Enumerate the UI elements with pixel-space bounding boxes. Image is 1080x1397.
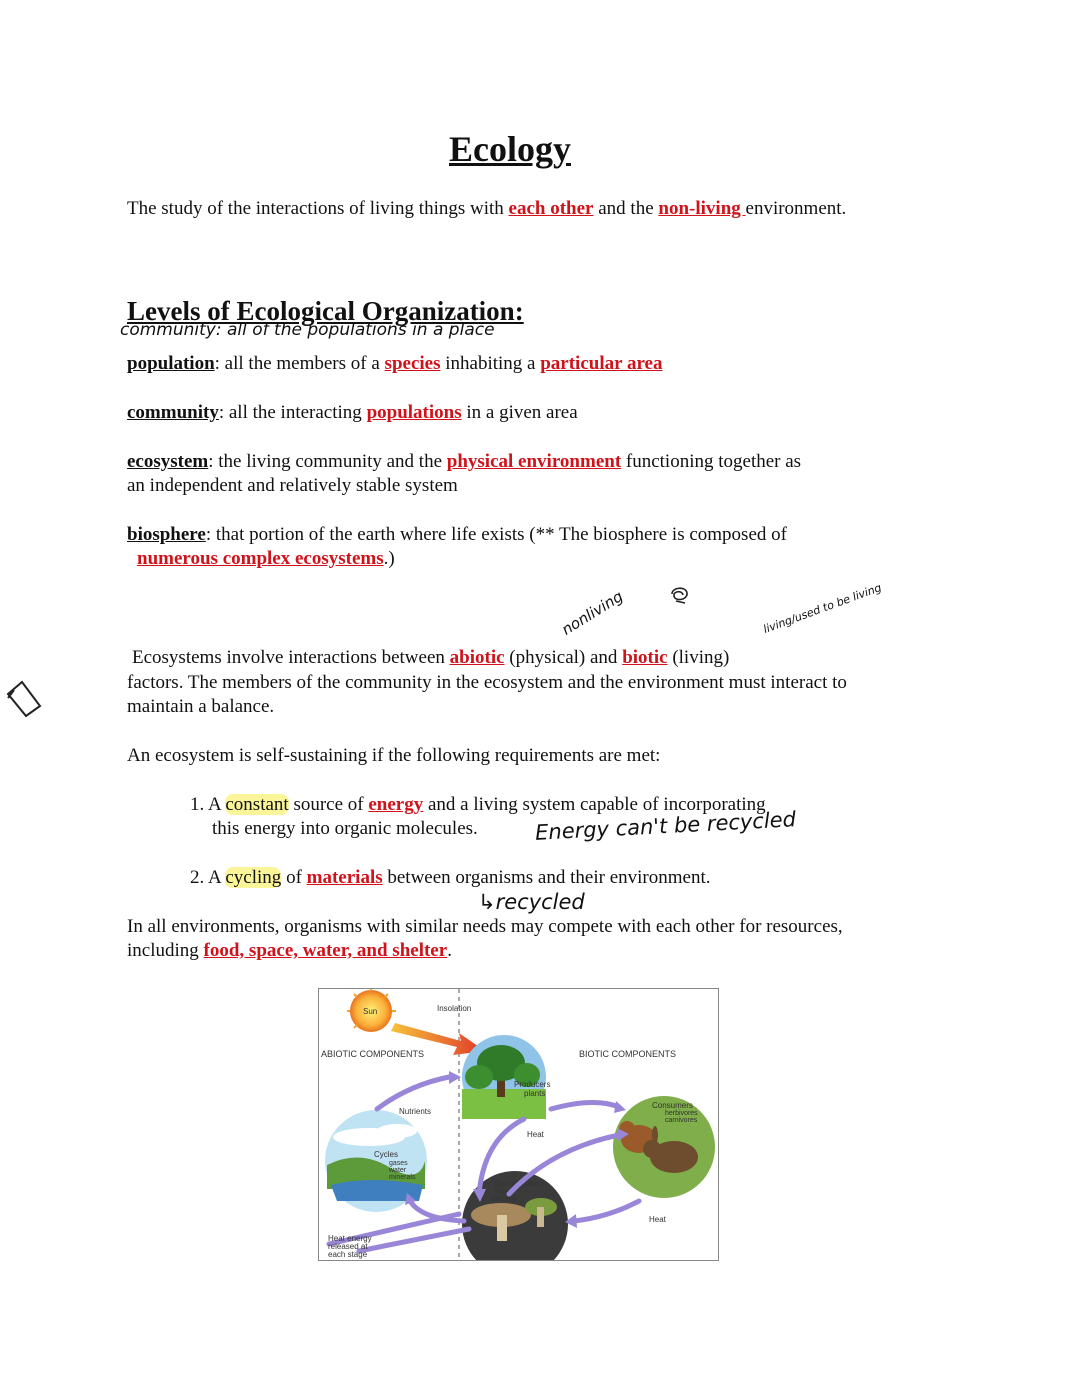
insolation-label: Insolation <box>437 1004 472 1013</box>
minerals-label: minerals <box>389 1174 416 1181</box>
blank-particular-area: particular area <box>540 353 663 374</box>
blank-biotic: biotic <box>622 647 668 668</box>
plants-label: plants <box>524 1089 546 1098</box>
factors-line3: maintain a balance. <box>127 696 275 717</box>
blank-each-other: each other <box>508 198 594 219</box>
population-definition <box>127 353 662 375</box>
handwritten-recycled-note <box>478 890 585 914</box>
population-text-pre: : all the members of a <box>214 353 385 374</box>
blank-materials: materials <box>306 867 383 888</box>
blank-energy: energy <box>368 794 424 815</box>
population-text-mid: inhabiting a <box>440 353 541 374</box>
highlight-constant: constant <box>225 794 289 815</box>
scribble-icon <box>667 584 693 606</box>
heat-energy-label-3: each stage <box>328 1250 368 1259</box>
biotic-label: BIOTIC COMPONENTS <box>579 1049 677 1059</box>
community-text-pre: : all the interacting <box>218 402 367 423</box>
requirements-intro: An ecosystem is self-sustaining if the following requirements are met: <box>127 745 661 766</box>
gases-label: gases <box>389 1160 408 1167</box>
ecology-definition <box>127 198 846 220</box>
blank-species: species <box>384 353 441 374</box>
factors-text-mid: (physical) and <box>504 647 623 668</box>
requirement-1-text-post: and a living system capable of incorporating <box>423 794 766 815</box>
factors-text-pre: Ecosystems involve interactions between <box>132 647 450 668</box>
biosphere-definition-line2 <box>137 548 395 570</box>
blank-physical-environment: physical environment <box>446 451 622 472</box>
decomposers-label: Decomposers <box>495 1179 545 1188</box>
heat-label-2: Heat <box>649 1215 666 1224</box>
ecosystem-text-post: functioning together as <box>621 451 802 472</box>
term-community: community <box>127 402 219 423</box>
factors-sentence <box>132 647 729 669</box>
abiotic-cycles-icon <box>325 1110 427 1212</box>
ecosystem-definition <box>127 451 801 473</box>
highlight-cycling: cycling <box>225 867 282 888</box>
sun-label: Sun <box>363 1007 378 1016</box>
fungi-label: Fungi <box>495 1189 513 1196</box>
handwritten-nonliving-note: nonliving <box>558 587 627 639</box>
handwritten-energy-note: Energy can't be recycled <box>534 807 797 845</box>
competition-text-post: . <box>447 940 452 961</box>
heat-energy-label-2: released at <box>328 1242 368 1251</box>
page-title: Ecology <box>449 129 571 169</box>
consumers-icon <box>613 1096 715 1198</box>
biosphere-definition <box>127 524 787 546</box>
factors-line2: factors. The members of the community in the ecosystem and the environment must interact to <box>127 672 847 693</box>
requirement-2 <box>190 867 710 889</box>
ecosystem-text-pre: : the living community and the <box>208 451 447 472</box>
producers-label: Producers <box>514 1080 551 1089</box>
term-population: population <box>127 353 215 374</box>
recycled-note-text: recycled <box>495 890 585 914</box>
blank-numerous-complex-ecosystems: numerous complex ecosystems <box>137 548 384 569</box>
competition-line2 <box>127 940 452 962</box>
blank-abiotic: abiotic <box>449 647 505 668</box>
herbivores-label: herbivores <box>665 1110 698 1117</box>
requirement-1-line2: this energy into organic molecules. <box>212 818 478 839</box>
blank-resources: food, space, water, and shelter <box>203 940 448 961</box>
abiotic-label: ABIOTIC COMPONENTS <box>321 1049 425 1059</box>
factors-text-post: (living) <box>667 647 730 668</box>
definition-text-post: environment. <box>745 198 847 219</box>
term-biosphere: biosphere <box>127 524 206 545</box>
heat-energy-label-1: Heat energy <box>328 1234 372 1243</box>
community-definition <box>127 402 578 424</box>
pencil-icon <box>4 676 44 720</box>
requirement-2-text-post: between organisms and their environment. <box>382 867 711 888</box>
ecosystem-diagram <box>318 988 719 1261</box>
requirement-2-text-pre: of <box>281 867 307 888</box>
term-ecosystem: ecosystem <box>127 451 209 472</box>
competition-text-pre: including <box>127 940 204 961</box>
carnivores-label: carnivores <box>665 1117 698 1124</box>
competition-line1: In all environments, organisms with similar needs may compete with each other for resources, <box>127 916 843 937</box>
requirement-1-text-pre: source of <box>288 794 369 815</box>
nutrients-label: Nutrients <box>399 1107 432 1116</box>
levels-heading: Levels of Ecological Organization: <box>127 296 524 326</box>
arrow-icon: ↳ <box>478 890 496 914</box>
handwritten-living-note: living/used to be living <box>761 581 884 636</box>
consumers-label: Consumers <box>652 1101 693 1110</box>
biosphere-text-pre: : that portion of the earth where life exists (** The biosphere is composed of <box>205 524 787 545</box>
definition-text-mid: and the <box>593 198 659 219</box>
ecosystem-definition-line2: an independent and relatively stable system <box>127 475 458 496</box>
community-text-post: in a given area <box>461 402 578 423</box>
heat-label-1: Heat <box>527 1130 544 1139</box>
cycles-label: Cycles <box>374 1150 399 1159</box>
requirement-2-number: 2. A <box>190 867 226 888</box>
bacteria-label: Bacteria <box>491 1196 517 1203</box>
blank-populations: populations <box>366 402 462 423</box>
requirement-1-number: 1. A <box>190 794 226 815</box>
biosphere-text-post: .) <box>383 548 395 569</box>
definition-text-pre: The study of the interactions of living things with <box>127 198 509 219</box>
blank-non-living: non-living <box>658 198 746 219</box>
producers-icon <box>462 1035 546 1119</box>
water-label: water <box>389 1167 407 1174</box>
handwritten-community-note: community: all of the populations in a place <box>120 320 495 340</box>
